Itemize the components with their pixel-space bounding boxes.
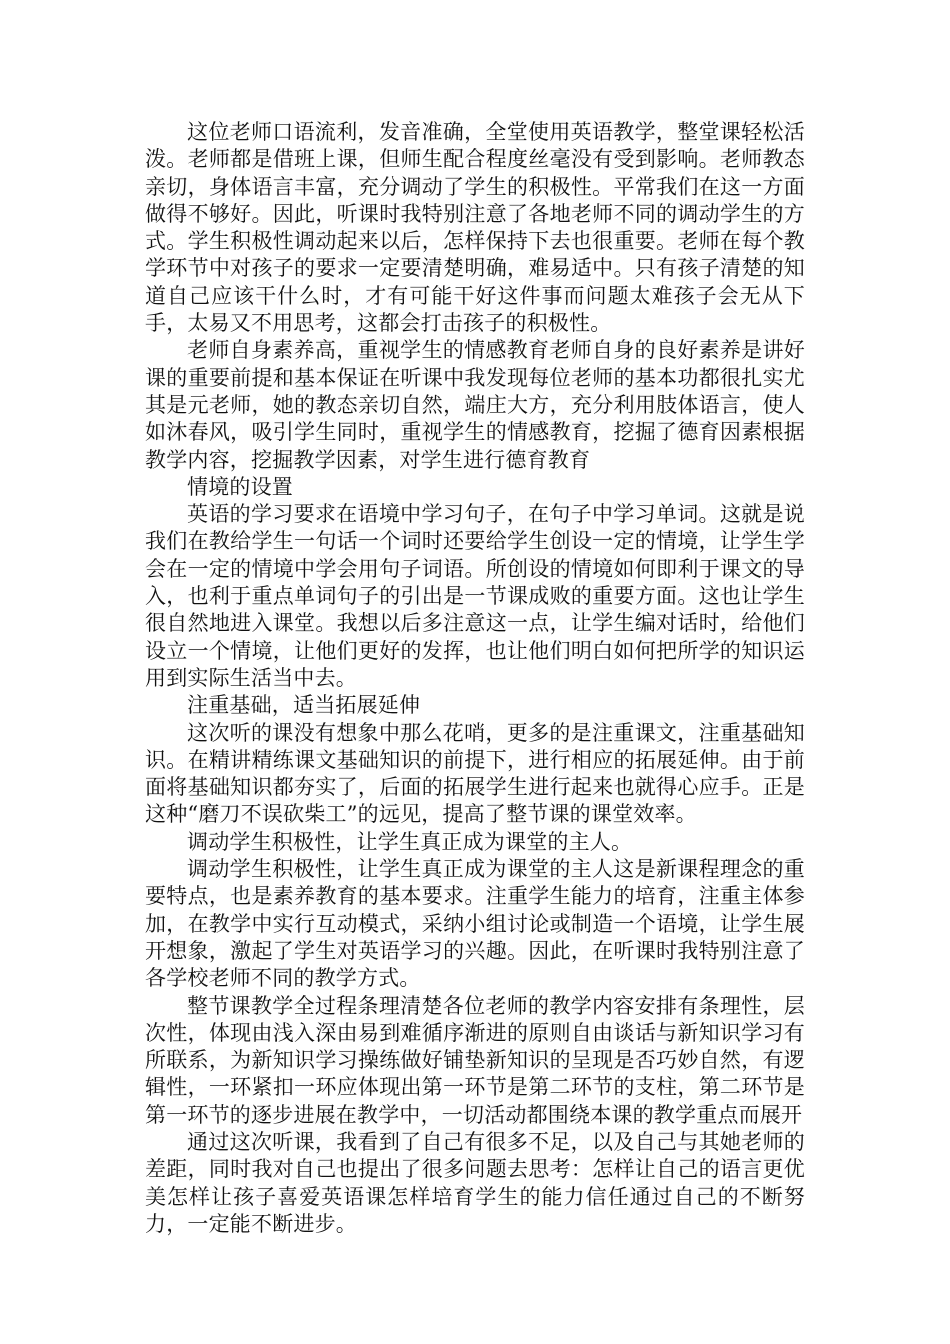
paragraph-student-motivation: 调动学生积极性，让学生真正成为课堂的主人这是新课程理念的重要特点，也是素养教育的基本要求。注重学生能力的培育，注重主体参加，在教学中实行互动模式，采纳小组讨论或制造一个语境，让学生展开想象，激起了学生对英语学习的兴趣。因此，在听课时我特别注意了各学校老师不同的教学方式。 — [145, 857, 805, 991]
paragraph-reflection: 通过这次听课，我看到了自己有很多不足，以及自己与其她老师的差距，同时我对自己也提出了很多问题去思考：怎样让自己的语言更优美怎样让孩子喜爱英语课怎样培育学生的能力信任通过自己的不断努力，一定能不断进步。 — [145, 1129, 805, 1236]
section-heading-student-motivation: 调动学生积极性，让学生真正成为课堂的主人。 — [187, 829, 633, 854]
section-heading-focus-basics: 注重基础，适当拓展延伸 — [187, 693, 421, 718]
paragraph-lesson-structure: 整节课教学全过程条理清楚各位老师的教学内容安排有条理性，层次性，体现由浅入深由易到难循序渐进的原则自由谈话与新知识学习有所联系，为新知识学习操练做好铺垫新知识的呈现是否巧妙自然，有逻辑性，一环紧扣一环应体现出第一环节是第二环节的支柱，第二环节是第一环节的逐步进展在教学中，一切活动都围绕本课的教学重点而展开 — [145, 993, 805, 1127]
paragraph-teacher-spoken-english: 这位老师口语流利，发音准确，全堂使用英语教学，整堂课轻松活泼。老师都是借班上课，但师生配合程度丝毫没有受到影响。老师教态亲切，身体语言丰富，充分调动了学生的积极性。平常我们在这一方面做得不够好。因此，听课时我特别注意了各地老师不同的调动学生的方式。学生积极性调动起来以后，怎样保持下去也很重要。老师在每个教学环节中对孩子的要求一定要清楚明确，难易适中。只有孩子清楚的知道自己应该干什么时，才有可能干好这件事而问题太难孩子会无从下手，太易又不用思考，这都会打击孩子的积极性。 — [145, 120, 805, 336]
paragraph-situation-setting: 英语的学习要求在语境中学习句子，在句子中学习单词。这就是说我们在教给学生一句话一个词时还要给学生创设一定的情境，让学生学会在一定的情境中学会用句子词语。所创设的情境如何即利于课文的导入，也利于重点单词句子的引出是一节课成败的重要方面。这也让学生很自然地进入课堂。我想以后多注意这一点，让学生编对话时，给他们设立一个情境，让他们更好的发挥，也让他们明白如何把所学的知识运用到实际生活当中去。 — [145, 502, 805, 690]
paragraph-focus-basics: 这次听的课没有想象中那么花哨，更多的是注重课文，注重基础知识。在精讲精练课文基础知识的前提下，进行相应的拓展延伸。由于前面将基础知识都夯实了，后面的拓展学生进行起来也就得心应手。正是这种“磨刀不误砍柴工”的远见，提高了整节课的课堂效率。 — [145, 720, 805, 827]
document-body — [145, 119, 805, 1238]
paragraph-teacher-self-quality: 老师自身素养高，重视学生的情感教育老师自身的良好素养是讲好课的重要前提和基本保证在听课中我发现每位老师的基本功都很扎实尤其是元老师，她的教态亲切自然，端庄大方，充分利用肢体语言，使人如沐春风，吸引学生同时，重视学生的情感教育，挖掘了德育因素根据教学内容，挖掘教学因素，对学生进行德育教育 — [145, 338, 805, 472]
section-heading-situation-setting: 情境的设置 — [187, 474, 293, 499]
